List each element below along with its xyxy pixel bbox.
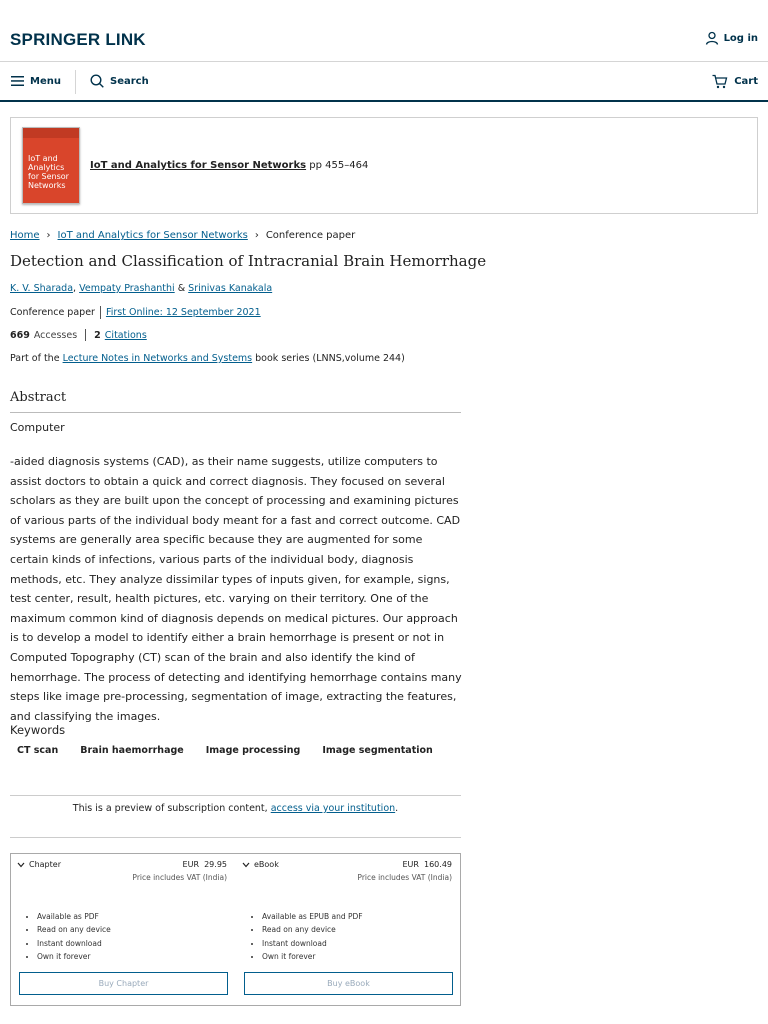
cart-button[interactable] <box>712 62 758 100</box>
feature-item: • Available as EPUB and PDF <box>262 910 363 923</box>
series-prefix: Part of the <box>10 353 60 364</box>
book-info <box>90 160 368 171</box>
book-card <box>10 117 758 214</box>
chevron-right-icon: › <box>254 230 259 241</box>
ebook-currency: EUR <box>402 860 419 869</box>
login-label: Log in <box>723 32 758 44</box>
accesses-count: 669 <box>10 329 30 341</box>
search-icon <box>90 74 104 88</box>
cart-icon <box>712 74 728 89</box>
citations-count: 2 <box>94 329 101 341</box>
preview-notice <box>10 803 461 814</box>
cart-label: Cart <box>734 75 758 87</box>
keywords-heading: Keywords <box>10 723 66 737</box>
breadcrumb <box>10 230 355 241</box>
author-separator: , <box>73 283 77 294</box>
book-cover-title: IoT and Analytics for Sensor Networks <box>28 154 69 190</box>
abstract-body: -aided diagnosis systems (CAD), as their name suggests, utilize computers to assist doctors to obtain a quick and correct diagnosis. They focused on several scholars as they are built upon the concept of processing and examining pictures of various parts of the individual body meant for a fast and correct outcome. CAD systems are generally area specific because they are augmented for some certain kinds of infections, various parts of the individual body, diagnosis methods, etc. They analyze dissimilar types of inputs given, for example, signs, test center, result, health pictures, etc. varying on their territory. One of the maximum common kind of diagnosis depends on medical pictures. Our approach is to develop a model to identify either a brain hemorrhage is present or not in Computed Topography (CT) scan of the brain and also identify the kind of hemorrhage. The process of detecting and identifying hemorrhage contains many steps like image pre-processing, segmentation of image, extracting the features, and classifying the images. <box>10 455 462 723</box>
ebook-option <box>236 854 460 1004</box>
series-info <box>10 353 405 364</box>
preview-top-divider <box>10 795 461 796</box>
keyword-item[interactable]: Image processing <box>205 745 301 756</box>
book-title-link[interactable]: IoT and Analytics for Sensor Networks <box>90 160 307 171</box>
citations-link[interactable]: Citations <box>104 329 147 341</box>
feature-item: • Instant download <box>37 937 111 950</box>
author-link[interactable]: Vempaty Prashanthi <box>79 283 175 294</box>
chevron-down-icon <box>17 862 25 868</box>
chapter-option <box>11 854 235 1004</box>
article-type: Conference paper <box>10 307 95 318</box>
nav-divider <box>75 70 76 94</box>
abstract-first-paragraph: Computer <box>10 421 65 434</box>
feature-item: • Read on any device <box>262 923 363 936</box>
ebook-price-value: 160.49 <box>424 860 452 869</box>
breadcrumb-current: Conference paper <box>265 230 356 241</box>
chevron-down-icon <box>242 862 250 868</box>
chapter-features <box>37 910 111 963</box>
institution-access-link[interactable]: access via your institution <box>270 803 396 814</box>
ebook-price <box>402 860 452 869</box>
series-suffix: book series (LNNS,volume 244) <box>255 353 405 364</box>
feature-item: • Read on any device <box>37 923 111 936</box>
accesses-label: Accesses <box>33 329 78 341</box>
keyword-list <box>17 745 433 756</box>
menu-label: Menu <box>30 75 61 87</box>
chapter-currency: EUR <box>182 860 199 869</box>
metrics-divider <box>85 329 86 341</box>
book-pages: pp 455–464 <box>309 160 369 171</box>
feature-item: • Instant download <box>262 937 363 950</box>
keyword-item[interactable]: Brain haemorrhage <box>80 745 184 756</box>
preview-text: This is a preview of subscription content, <box>72 803 268 814</box>
article-meta <box>10 306 261 319</box>
ebook-toggle[interactable] <box>242 860 279 869</box>
feature-item: • Own it forever <box>37 950 111 963</box>
first-online-link[interactable]: First Online: 12 September 2021 <box>105 307 261 318</box>
breadcrumb-home[interactable]: Home <box>10 230 40 241</box>
purchase-options <box>10 853 461 1006</box>
author-and: & <box>177 283 186 294</box>
user-icon <box>705 31 719 45</box>
keyword-item[interactable]: CT scan <box>17 745 59 756</box>
chapter-vat: Price includes VAT (India) <box>132 873 227 882</box>
chapter-label: Chapter <box>29 860 61 869</box>
breadcrumb-book[interactable]: IoT and Analytics for Sensor Networks <box>57 230 248 241</box>
author-list <box>10 283 272 294</box>
article-metrics <box>10 329 147 341</box>
abstract-heading: Abstract <box>10 390 67 405</box>
nav-bar <box>0 62 768 102</box>
chapter-toggle[interactable] <box>17 860 61 869</box>
search-label: Search <box>110 75 149 87</box>
menu-button[interactable] <box>11 62 61 100</box>
article-title: Detection and Classification of Intracranial Brain Hemorrhage <box>10 252 487 270</box>
login-button[interactable] <box>705 31 758 45</box>
site-header <box>0 0 768 62</box>
chapter-price <box>183 860 227 869</box>
ebook-features <box>262 910 363 963</box>
meta-divider <box>100 306 101 319</box>
feature-item: • Own it forever <box>262 950 363 963</box>
buy-ebook-button[interactable]: Buy eBook <box>244 972 453 995</box>
preview-end: . <box>395 803 399 814</box>
author-link[interactable]: K. V. Sharada <box>10 283 74 294</box>
author-link[interactable]: Srinivas Kanakala <box>188 283 273 294</box>
hamburger-icon <box>11 76 24 86</box>
abstract-divider <box>10 412 461 413</box>
chapter-price-value: 29.95 <box>204 860 227 869</box>
ebook-vat: Price includes VAT (India) <box>357 873 452 882</box>
ebook-label: eBook <box>254 860 279 869</box>
series-link[interactable]: Lecture Notes in Networks and Systems <box>62 353 253 364</box>
feature-item: • Available as PDF <box>37 910 111 923</box>
search-button[interactable] <box>90 62 149 100</box>
chevron-right-icon: › <box>46 230 51 241</box>
book-cover-image[interactable] <box>22 127 80 204</box>
buy-chapter-button[interactable]: Buy Chapter <box>19 972 228 995</box>
keyword-item[interactable]: Image segmentation <box>322 745 433 756</box>
springer-link-logo[interactable]: SPRINGER LINK <box>10 30 146 49</box>
preview-bottom-divider <box>10 837 461 838</box>
